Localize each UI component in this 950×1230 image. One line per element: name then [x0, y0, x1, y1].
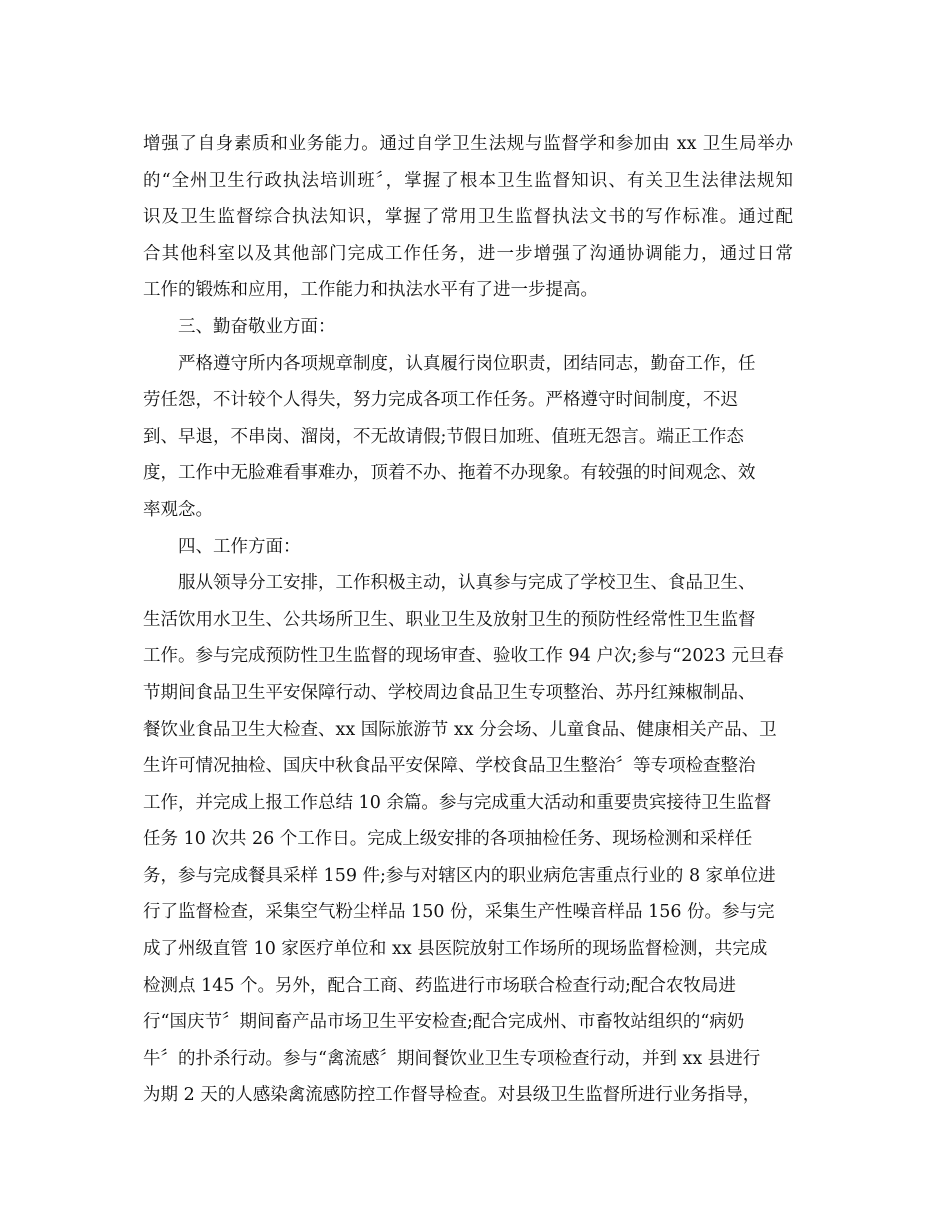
- text-line: 工作。参与完成预防性卫生监督的现场审查、验收工作 94 户次;参与“2023 元旦春: [143, 646, 784, 667]
- text-line: 工作的锻炼和应用，工作能力和执法水平有了进一步提高。: [143, 280, 598, 301]
- text-line: 行“国庆节〞期间畜产品市场卫生平安检查;配合完成州、市畜牧站组织的“病奶: [143, 1012, 745, 1033]
- text-line: 严格遵守所内各项规章制度，认真履行岗位职责，团结同志，勤奋工作，任: [178, 353, 756, 374]
- text-line: 率观念。: [143, 499, 213, 520]
- text-line: 务，参与完成餐具采样 159 件;参与对辖区内的职业病危害重点行业的 8 家单位进: [143, 865, 776, 886]
- text-line: 牛〞的扑杀行动。参与“禽流感〞期间餐饮业卫生专项检查行动，并到 xx 县进行: [143, 1048, 761, 1069]
- text-line: 合其他科室以及其他部门完成工作任务，进一步增强了沟通协调能力，通过日常: [143, 243, 793, 264]
- text-line: 生许可情况抽检、国庆中秋食品平安保障、学校食品卫生整治〞等专项检查整治: [143, 756, 756, 777]
- section-heading: 三、勤奋敬业方面：: [178, 316, 336, 337]
- text-line: 为期 2 天的人感染禽流感防控工作督导检查。对县级卫生监督所进行业务指导，: [143, 1085, 761, 1106]
- text-line: 的“全州卫生行政执法培训班〞，掌握了根本卫生监督知识、有关卫生法律法规知: [143, 170, 793, 191]
- text-line: 增强了自身素质和业务能力。通过自学卫生法规与监督学和参加由 xx 卫生局举办: [143, 134, 793, 154]
- text-line: 劳任怨，不计较个人得失，努力完成各项工作任务。严格遵守时间制度，不迟: [143, 390, 738, 411]
- text-line: 餐饮业食品卫生大检查、xx 国际旅游节 xx 分会场、儿童食品、健康相关产品、卫: [143, 719, 777, 740]
- text-line: 检测点 145 个。另外，配合工商、药监进行市场联合检查行动;配合农牧局进: [143, 975, 736, 996]
- text-line: 度，工作中无脸难看事难办，顶着不办、拖着不办现象。有较强的时间观念、效: [143, 463, 756, 484]
- text-line: 工作，并完成上报工作总结 10 余篇。参与完成重大活动和重要贵宾接待卫生监督: [143, 792, 772, 813]
- text-line: 行了监督检查，采集空气粉尘样品 150 份，采集生产性噪音样品 156 份。参与完: [143, 902, 775, 923]
- section-heading: 四、工作方面：: [178, 536, 301, 557]
- text-line: 服从领导分工安排，工作积极主动，认真参与完成了学校卫生、食品卫生、: [178, 573, 756, 594]
- document-body: [143, 126, 813, 1114]
- text-line: 节期间食品卫生平安保障行动、学校周边食品卫生专项整治、苏丹红辣椒制品、: [143, 682, 756, 703]
- text-line: 到、早退，不串岗、溜岗，不无故请假;节假日加班、值班无怨言。端正工作态: [143, 426, 744, 447]
- text-line: 识及卫生监督综合执法知识，掌握了常用卫生监督执法文书的写作标准。通过配: [143, 207, 793, 228]
- text-line: 任务 10 次共 26 个工作日。完成上级安排的各项抽检任务、现场检测和采样任: [143, 829, 753, 850]
- text-line: 成了州级直管 10 家医疗单位和 xx 县医院放射工作场所的现场监督检测，共完成: [143, 939, 768, 960]
- text-line: 生活饮用水卫生、公共场所卫生、职业卫生及放射卫生的预防性经常性卫生监督: [143, 609, 756, 630]
